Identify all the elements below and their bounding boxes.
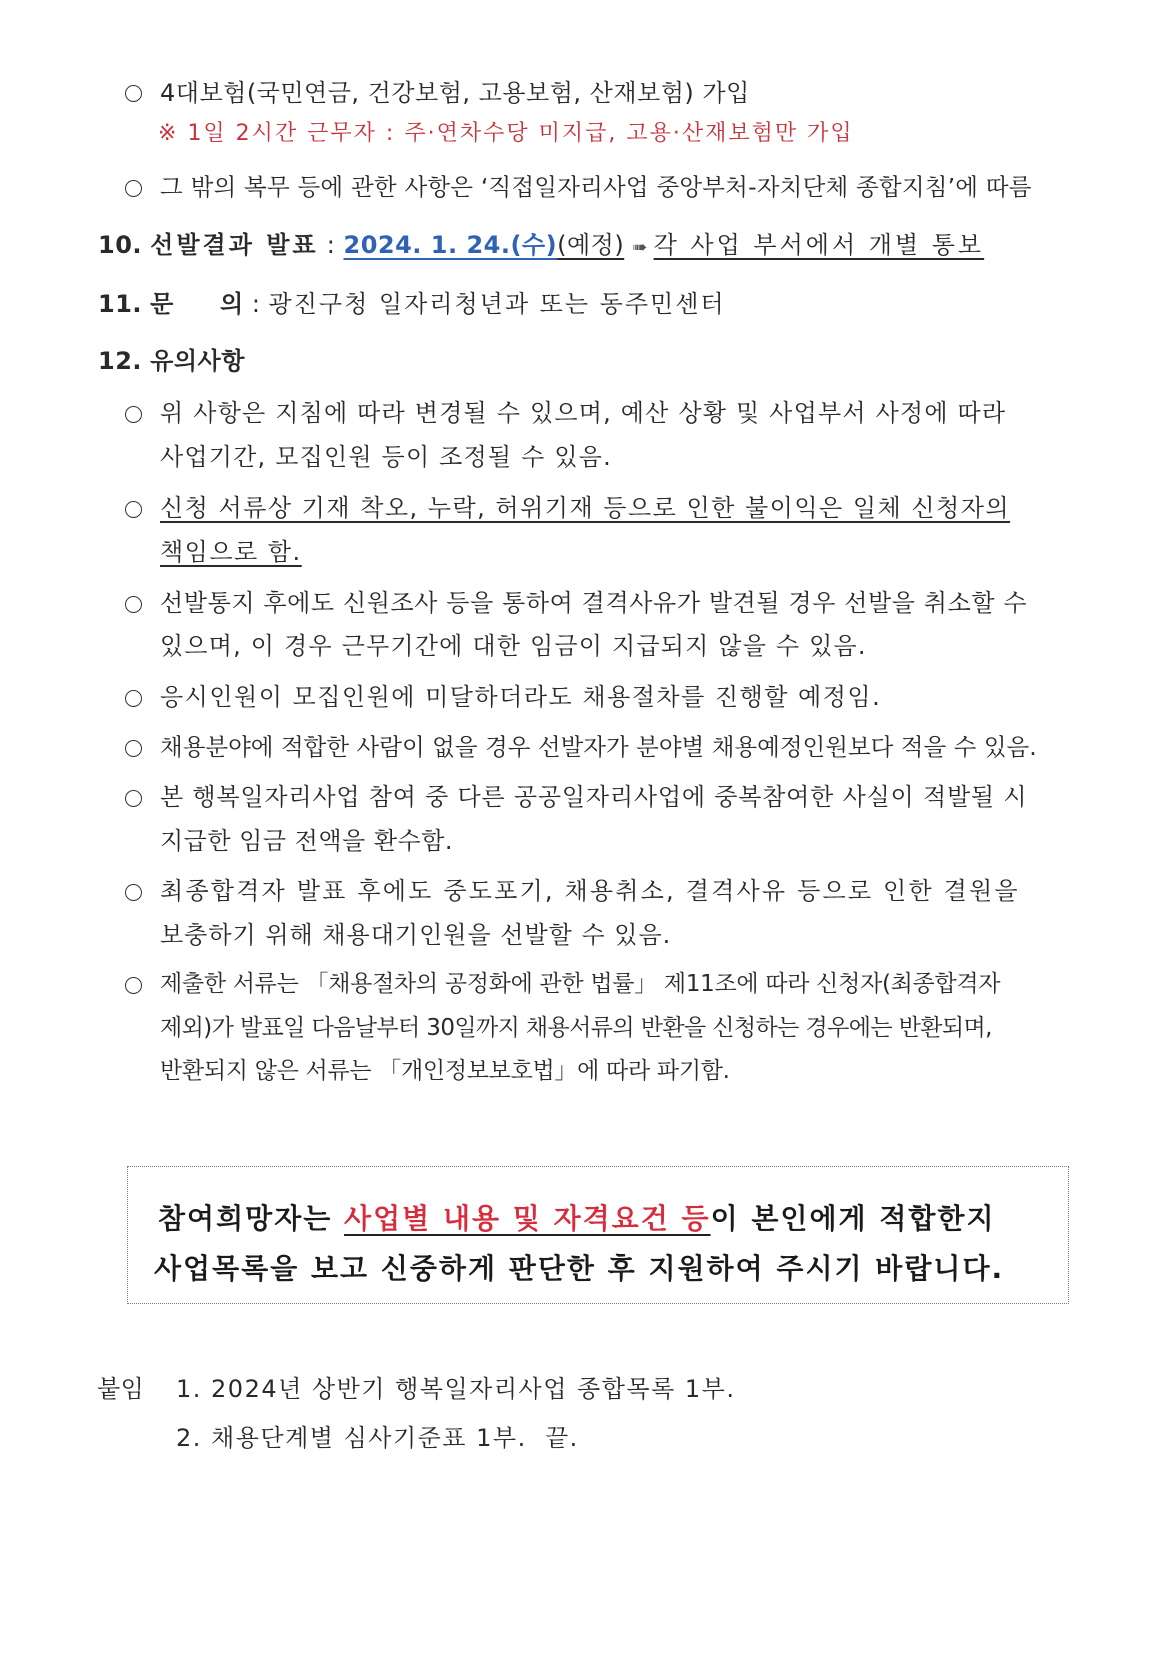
item-12-title: 유의사항 (150, 347, 245, 375)
bullet-circle-icon (125, 740, 142, 757)
announcement-date-suffix: (예정) (557, 231, 625, 259)
caution-4-line1: 응시인원이 모집인원에 미달하더라도 채용절차를 진행할 예정임. (160, 683, 882, 711)
item-11-contact: 광진구청 일자리청년과 또는 동주민센터 (268, 290, 726, 318)
caution-6-line2: 지급한 임금 전액을 환수함. (160, 827, 454, 855)
notice-line-2: 사업목록을 보고 신중하게 판단한 후 지원하여 주시기 바랍니다. (154, 1252, 1005, 1285)
bullet-circle-icon (125, 406, 142, 423)
item-10 (98, 229, 984, 264)
announcement-method: 각 사업 부서에서 개별 통보 (653, 231, 985, 259)
bullet-circle-icon (125, 501, 142, 518)
notice-highlight: 사업별 내용 및 자격요건 등 (344, 1202, 711, 1235)
caution-2-line1: 신청 서류상 기재 착오, 누락, 허위기재 등으로 인한 불이익은 일체 신청자의 (160, 494, 1011, 522)
item-10-title: 선발결과 발표 (150, 231, 319, 259)
item-11-title-b: 의 (219, 290, 244, 318)
item-12 (98, 345, 245, 377)
caution-2-line2: 책임으로 함. (160, 538, 302, 566)
caution-6-line1: 본 행복일자리사업 참여 중 다른 공공일자리사업에 중복참여한 사실이 적발될 시 (160, 783, 1028, 811)
caution-7-line1: 최종합격자 발표 후에도 중도포기, 채용취소, 결격사유 등으로 인한 결원을 (160, 877, 1020, 905)
arrow-right-icon: ➠ (632, 237, 646, 258)
bullet-circle-icon (125, 977, 142, 994)
item-12-number: 12. (98, 347, 143, 375)
caution-8-line2: 제외)가 발표일 다음날부터 30일까지 채용서류의 반환을 신청하는 경우에는 반환되며, (160, 1015, 992, 1041)
attachment-item-1: 1. 2024년 상반기 행복일자리사업 종합목록 1부. (176, 1375, 736, 1403)
item-11-title-a: 문 (150, 290, 174, 318)
item-11-number: 11. (98, 290, 143, 318)
announcement-date: 2024. 1. 24.(수) (343, 231, 558, 259)
attachment-item-2: 2. 채용단계별 심사기준표 1부. 끝. (176, 1424, 579, 1452)
item-11 (98, 288, 726, 320)
item-10-colon: : (326, 231, 336, 259)
notice-prefix: 참여희망자는 (158, 1202, 345, 1235)
notice-suffix: 이 본인에게 적합한지 (710, 1202, 996, 1235)
caution-1-line2: 사업기간, 모집인원 등이 조정될 수 있음. (160, 443, 612, 471)
insurance-text: 4대보험(국민연금, 건강보험, 고용보험, 산재보험) 가입 (160, 79, 750, 107)
caution-1-line1: 위 사항은 지침에 따라 변경될 수 있으며, 예산 상황 및 사업부서 사정에 따라 (160, 399, 1007, 427)
attachment-label: 붙임 (97, 1375, 145, 1403)
caution-3-line2: 있으며, 이 경우 근무기간에 대한 임금이 지급되지 않을 수 있음. (160, 632, 867, 660)
bullet-circle-icon (125, 690, 142, 707)
bullet-circle-icon (125, 790, 142, 807)
notice-line-1 (158, 1197, 996, 1237)
caution-8-line3: 반환되지 않은 서류는 「개인정보보호법」에 따라 파기함. (160, 1058, 730, 1084)
caution-7-line2: 보충하기 위해 채용대기인원을 선발할 수 있음. (160, 921, 672, 949)
item-10-number: 10. (98, 231, 143, 259)
notice-box (127, 1166, 1069, 1304)
item-11-colon: : (251, 290, 261, 318)
bullet-circle-icon (125, 596, 142, 613)
other-matters-text: 그 밖의 복무 등에 관한 사항은 ‘직접일자리사업 중앙부처-자치단체 종합지침’에 따름 (160, 173, 1032, 201)
caution-3-line1: 선발통지 후에도 신원조사 등을 통하여 결격사유가 발견될 경우 선발을 취소할 수 (160, 589, 1028, 617)
caution-8-line1: 제출한 서류는 「채용절차의 공정화에 관한 법률」 제11조에 따라 신청자(최종합격자 (160, 971, 1001, 997)
caution-5-line1: 채용분야에 적합한 사람이 없을 경우 선발자가 분야별 채용예정인원보다 적을 수 있음. (160, 733, 1037, 761)
bullet-circle-icon (125, 180, 142, 197)
bullet-circle-icon (125, 85, 142, 102)
note-text: 1일 2시간 근무자 : 주·연차수당 미지급, 고용·산재보험만 가입 (187, 121, 854, 146)
bullet-circle-icon (125, 884, 142, 901)
note-mark-icon: ※ (158, 121, 179, 146)
insurance-note (158, 118, 854, 150)
